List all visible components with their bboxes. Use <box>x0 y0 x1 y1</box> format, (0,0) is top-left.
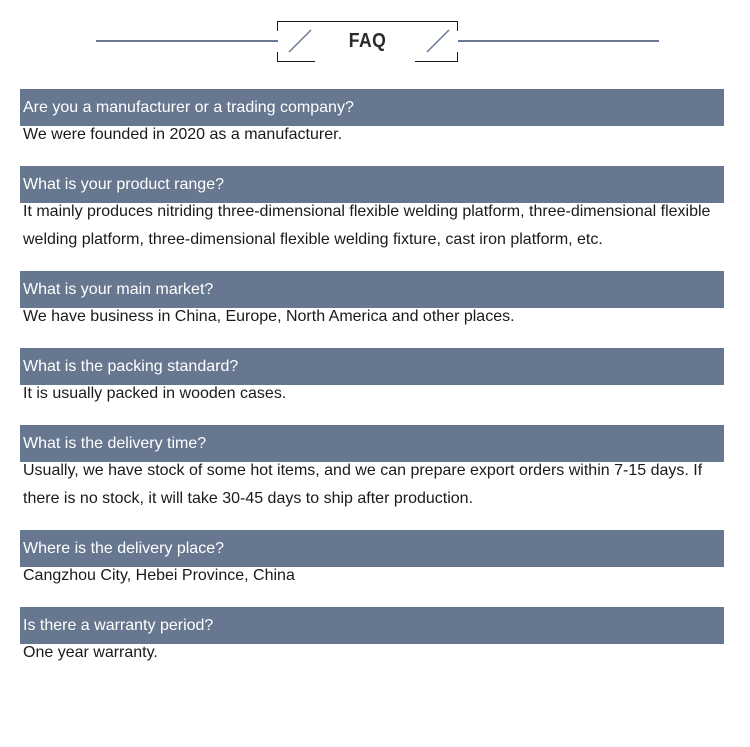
faq-answer: It is usually packed in wooden cases. <box>23 385 287 402</box>
faq-item <box>20 348 724 408</box>
faq-answer: One year warranty. <box>23 644 158 661</box>
header-divider-left <box>96 40 278 42</box>
header-divider-right <box>458 40 659 42</box>
faq-item <box>20 607 724 667</box>
faq-question: What is the packing standard? <box>20 348 724 385</box>
faq-item <box>20 425 724 513</box>
faq-answer: We were founded in 2020 as a manufacturer. <box>23 126 343 143</box>
faq-question: What is the delivery time? <box>20 425 724 462</box>
faq-title-frame <box>277 21 458 62</box>
faq-question: Is there a warranty period? <box>20 607 724 644</box>
faq-answer: It mainly produces nitriding three-dimensional flexible welding platform, three-dimensional flexible welding platform, three-dimensional flexible welding fixture, cast iron platform, etc. <box>23 203 711 248</box>
faq-header <box>0 0 750 80</box>
faq-question: Are you a manufacturer or a trading company? <box>20 89 724 126</box>
faq-question: What is your main market? <box>20 271 724 308</box>
faq-item <box>20 166 724 254</box>
page-title: FAQ <box>348 30 387 52</box>
faq-question: Where is the delivery place? <box>20 530 724 567</box>
faq-item <box>20 530 724 590</box>
faq-answer: We have business in China, Europe, North America and other places. <box>23 308 515 325</box>
faq-answer: Cangzhou City, Hebei Province, China <box>23 567 295 584</box>
faq-item <box>20 89 724 149</box>
faq-question: What is your product range? <box>20 166 724 203</box>
faq-item <box>20 271 724 331</box>
faq-answer: Usually, we have stock of some hot items, and we can prepare export orders within 7-15 days. If there is no stock, it will take 30-45 days to ship after production. <box>23 462 703 507</box>
faq-list <box>20 89 724 684</box>
